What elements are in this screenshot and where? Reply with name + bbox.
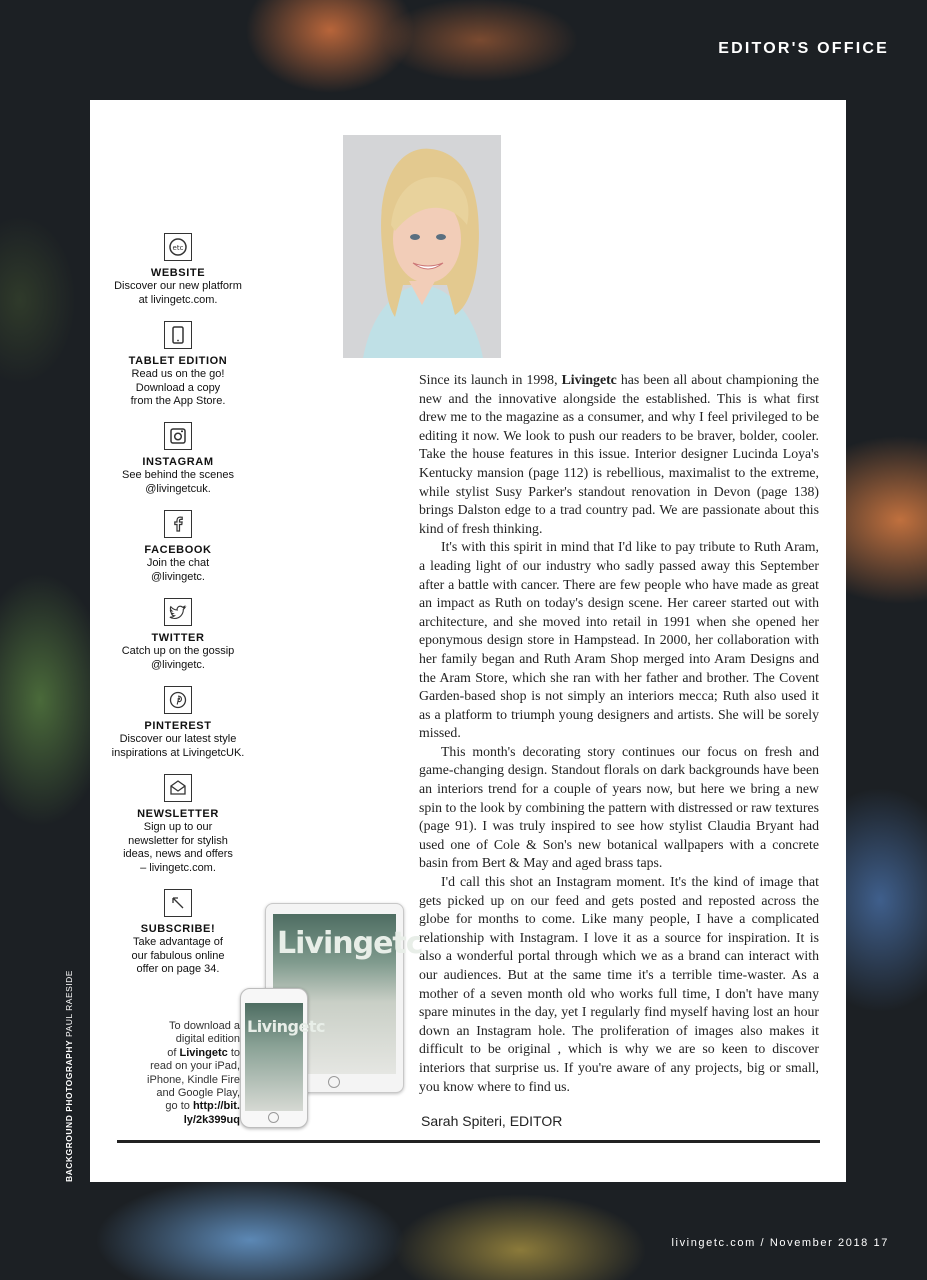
sidebar-item-desc-line: Sign up to our — [143, 821, 213, 833]
photo-credit-name: PAUL RAESIDE — [64, 970, 74, 1037]
download-of: of — [167, 1046, 180, 1059]
page-footer: livingetc.com / November 2018 17 — [671, 1237, 889, 1249]
paragraph-text: has been all about championing the new and the innovative alongside the established. This is what first drew me to the magazine as a consumer, and why I feel privileged to be editing it now. We look to push our readers to be braver, bolder, cooler. Take the house features in this issue. Interior designer Lucinda Loya's Kentucky mansion (page 112) is rebellious, maximalist to the extreme, while stylist Susy Parker's standout renovation in Devon (page 138) brings Dalston edge to a trad country pad. We are passionate about this kind of fresh thinking. — [419, 372, 819, 536]
sidebar-item-title: FACEBOOK — [144, 544, 212, 556]
sidebar-item-website[interactable] — [90, 233, 266, 307]
arrow-icon — [164, 889, 192, 917]
sidebar-item-desc-line: @livingetc. — [151, 658, 205, 671]
editor-letter-page — [90, 100, 846, 1182]
phone-magazine-cover — [245, 1003, 325, 1111]
download-line: and Google Play, — [156, 1087, 240, 1100]
bottom-rule — [117, 1140, 820, 1143]
download-line: read on your iPad, — [150, 1060, 240, 1073]
sidebar-item-instagram[interactable] — [90, 422, 266, 496]
sidebar-item-desc-line: at livingetc.com. — [138, 293, 218, 306]
section-header: EDITOR'S OFFICE — [718, 40, 889, 57]
download-line: To download a — [169, 1020, 240, 1032]
sidebar-item-desc-line: Join the chat — [146, 557, 210, 569]
sidebar-item-title: WEBSITE — [150, 267, 206, 279]
sidebar-item-desc-line: Discover our new platform — [114, 280, 242, 292]
editor-portrait-illustration — [343, 135, 501, 358]
pinterest-icon — [164, 686, 192, 714]
paragraph: It's with this spirit in mind that I'd like to pay tribute to Ruth Aram, a leading light of our industry who sadly passed away this September after a battle with cancer. There are few people who have made as great an impact as Ruth on today's design scene. Her career started out with architecture, and she moved into retail in 1991 when she opened her eponymous design store in Hampstead. In 2000, her collaboration with her family began and Ruth Aram Shop merged into Aram Designs and the Aram Store, which she ran with her father and brother. The Covent Garden-based shop is not simply an interiors mecca; Ruth also used it as a platform to triumph young designers and artists. She will be sorely missed. — [419, 539, 819, 741]
sidebar-item-newsletter[interactable] — [90, 774, 266, 875]
tablet-icon — [164, 321, 192, 349]
editor-portrait — [343, 135, 501, 358]
sidebar-item-subscribe[interactable] — [90, 889, 266, 977]
svg-text:etc: etc — [172, 244, 184, 252]
photo-credit-label: BACKGROUND PHOTOGRAPHY — [64, 1039, 74, 1182]
sidebar-item-title: INSTAGRAM — [142, 456, 214, 468]
sidebar-item-title: NEWSLETTER — [137, 808, 219, 820]
instagram-icon — [164, 422, 192, 450]
download-line: iPhone, Kindle Fire — [147, 1073, 240, 1086]
paragraph: I'd call this shot an Instagram moment. It's the kind of image that gets picked up on our feed and gets posted and reposted across the globe for months to come. Like many people, I have a complicated relationship with Instagram. I love it as a source for inspiration. It is also a wonderful portal through which we as a brand can interact with our audiences. But at the same time it's a terrible time-waster. As a mother of a seven month old who works full time, I don't have many spare minutes in the day, yet I regularly find myself having lost an hour down an Instagram hole. The proliferation of images also makes it difficult to be original , which is why we are so keen to discover interiors that surprise us. If you're aware of any projects, big or small, you know where to find us. — [419, 874, 819, 1094]
download-link-cont[interactable]: ly/2k399uq — [183, 1113, 240, 1126]
tablet-cover-logo: Livingetc — [277, 926, 423, 961]
sidebar-item-title: TWITTER — [151, 632, 205, 644]
sidebar-item-desc-line: Take advantage of — [133, 936, 223, 948]
paragraph-text: Since its launch in 1998, — [419, 372, 562, 387]
sidebar-item-desc-line: Download a copy — [135, 381, 221, 394]
sidebar-item-desc-line: inspirations at LivingetcUK. — [111, 746, 245, 759]
brand-name: Livingetc — [561, 372, 617, 387]
sidebar-item-facebook[interactable] — [90, 510, 266, 584]
sidebar-item-title: SUBSCRIBE! — [140, 923, 216, 935]
digital-edition-note — [118, 1020, 240, 1127]
paragraph: This month's decorating story continues our focus on fresh and game-changing design. Standout florals on dark backgrounds have been an interiors trend for a couple of years now, but here we bring a new spin to the look by combining the pattern with distressed or raw textures (page 91). I was truly inspired to see how stylist Claudia Bryant had used one of Cole & Son's new botanical wallpapers with a concrete basin from Bert & May and aged brass taps. — [419, 743, 819, 871]
sidebar-item-desc-line: ideas, news and offers — [123, 848, 233, 861]
sidebar-item-pinterest[interactable] — [90, 686, 266, 760]
sidebar-item-title: TABLET EDITION — [128, 355, 228, 367]
sidebar-item-desc-line: from the App Store. — [130, 395, 226, 408]
download-link[interactable]: http://bit. — [192, 1100, 240, 1113]
sidebar-item-desc-line: Discover our latest style — [119, 733, 237, 745]
download-line: digital edition — [175, 1033, 240, 1046]
phone-cover-logo: Livingetc — [247, 1017, 325, 1036]
sidebar-item-desc-line: our fabulous online — [131, 949, 225, 962]
phone-device-mockup — [240, 988, 325, 1128]
download-line — [118, 1114, 240, 1127]
editor-letter-body — [419, 371, 819, 1096]
download-line — [118, 1047, 240, 1060]
sidebar-item-desc-line: See behind the scenes — [122, 469, 234, 481]
sidebar-item-desc-line: @livingetc. — [151, 570, 205, 583]
tablet-home-button — [328, 1076, 340, 1088]
twitter-icon — [164, 598, 192, 626]
sidebar-item-desc-line: Catch up on the gossip — [121, 645, 235, 657]
download-goto: go to — [165, 1100, 193, 1113]
download-line — [118, 1100, 240, 1113]
sidebar-item-desc-line: – livingetc.com. — [140, 861, 216, 874]
photo-credit — [64, 970, 74, 1182]
etc-logo-icon — [164, 233, 192, 261]
sidebar-item-title: PINTEREST — [144, 720, 212, 732]
sidebar-item-tablet-edition[interactable] — [90, 321, 266, 409]
sidebar-item-desc-line: newsletter for stylish — [128, 834, 228, 847]
paragraph — [419, 371, 819, 538]
sidebar-item-twitter[interactable] — [90, 598, 266, 672]
editor-signature: Sarah Spiteri, EDITOR — [421, 1113, 563, 1129]
download-brand: Livingetc — [179, 1046, 228, 1059]
sidebar-item-desc-line: @livingetcuk. — [145, 482, 211, 495]
sidebar-item-desc-line: Read us on the go! — [131, 368, 225, 380]
envelope-icon — [164, 774, 192, 802]
download-after-brand: to — [227, 1046, 240, 1059]
phone-home-button — [268, 1112, 279, 1123]
sidebar-item-desc-line: offer on page 34. — [136, 963, 220, 976]
facebook-icon — [164, 510, 192, 538]
